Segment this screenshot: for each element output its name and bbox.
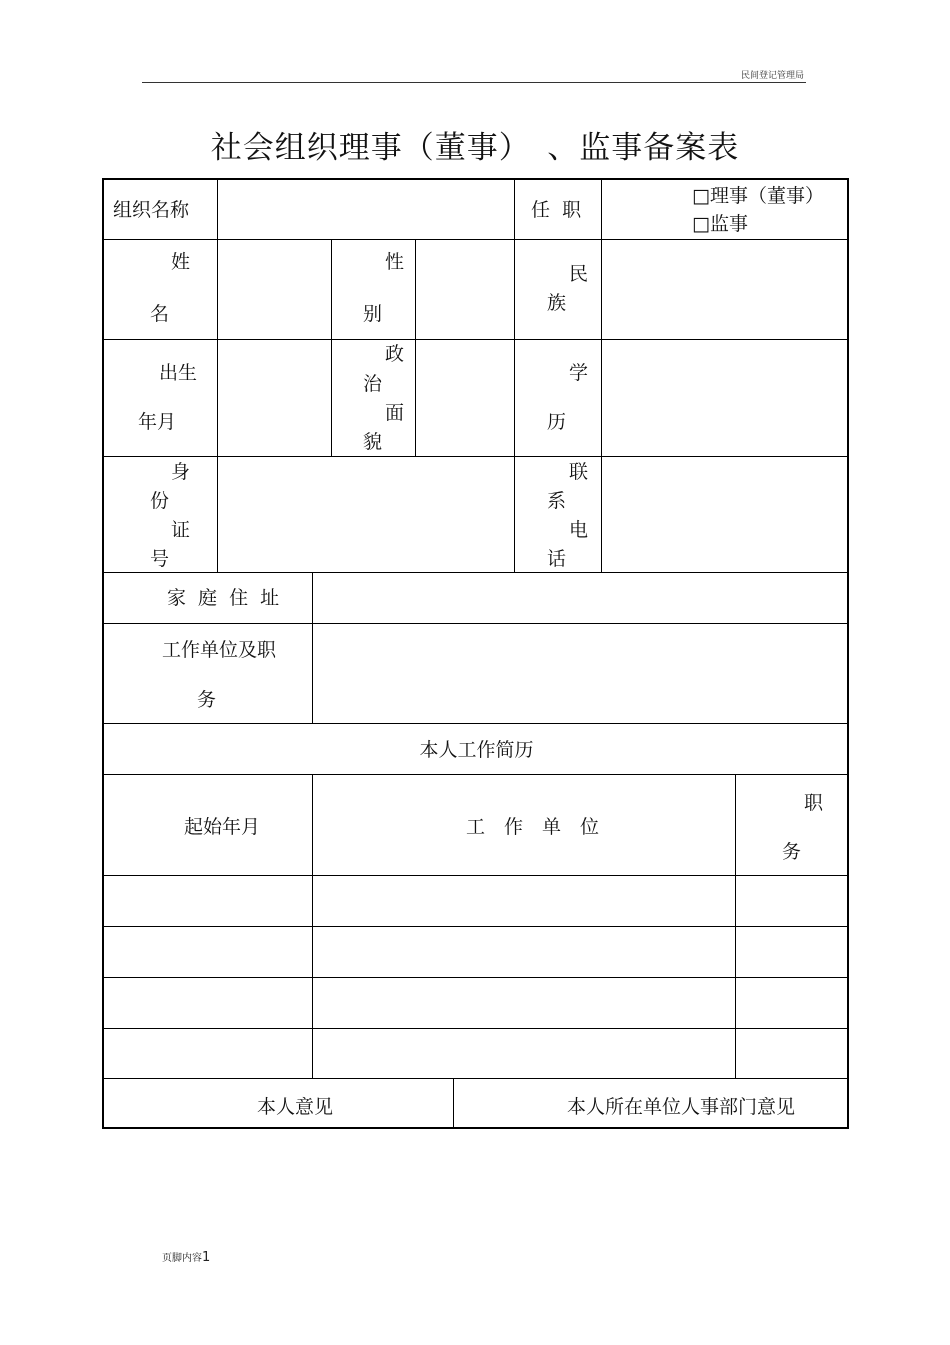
col-line — [514, 180, 515, 572]
row-line — [104, 723, 849, 724]
label-ethnicity-2: 族 — [547, 292, 567, 314]
col-line — [331, 239, 332, 456]
header-department: 民间登记管理局 — [740, 71, 804, 81]
label-phone-3: 电 — [569, 519, 589, 541]
col-header-start: 起始年月 — [184, 816, 261, 838]
label-name-1: 姓 — [171, 251, 191, 273]
row-line — [104, 875, 849, 876]
label-hr-opinion: 本人所在单位人事部门意见 — [567, 1096, 796, 1118]
row-line — [104, 239, 849, 240]
label-name-2: 名 — [150, 303, 170, 325]
label-org-name: 组织名称 — [113, 199, 190, 221]
resume-title: 本人工作简历 — [419, 739, 534, 761]
label-phone-4: 话 — [547, 548, 567, 570]
col-line — [453, 1078, 454, 1129]
col-header-duty-2: 务 — [782, 841, 802, 863]
page-number: 1 — [202, 1250, 211, 1265]
col-line — [735, 774, 736, 1078]
page-title: 社会组织理事（董事） 、监事备案表 — [210, 130, 740, 166]
label-gender-1: 性 — [385, 251, 405, 273]
row-line — [104, 456, 849, 457]
label-birth-1: 出生 — [159, 362, 198, 384]
registration-form — [102, 178, 849, 1129]
option-supervisor[interactable]: □监事 — [692, 213, 748, 235]
label-work-unit-2: 务 — [197, 689, 217, 711]
label-work-unit-1: 工作单位及职 — [162, 639, 277, 661]
label-phone-2: 系 — [547, 490, 567, 512]
label-ethnicity-1: 民 — [569, 263, 589, 285]
row-line — [104, 623, 849, 624]
label-id-4: 号 — [150, 548, 170, 570]
row-line — [104, 572, 849, 573]
col-line — [415, 239, 416, 456]
col-line — [312, 774, 313, 1078]
label-id-1: 身 — [171, 461, 191, 483]
col-header-duty-1: 职 — [804, 792, 824, 814]
col-line — [601, 180, 602, 572]
label-political-2: 治 — [363, 373, 383, 395]
label-education-1: 学 — [569, 362, 589, 384]
row-line — [104, 926, 849, 927]
label-birth-2: 年月 — [138, 411, 177, 433]
row-line — [104, 774, 849, 775]
header-rule — [142, 82, 806, 83]
label-phone-1: 联 — [569, 461, 589, 483]
label-id-2: 份 — [150, 490, 170, 512]
row-line — [104, 977, 849, 978]
label-gender-2: 别 — [363, 303, 383, 325]
col-line — [312, 572, 313, 723]
col-header-unit: 工 作 单 位 — [466, 816, 600, 838]
label-education-2: 历 — [547, 411, 567, 433]
label-home-address: 家 庭 住 址 — [167, 587, 280, 609]
label-position: 任 职 — [531, 199, 582, 221]
label-self-opinion: 本人意见 — [257, 1096, 334, 1118]
row-line — [104, 1028, 849, 1029]
label-political-3: 面 — [385, 402, 405, 424]
footer-label: 页脚内容 — [162, 1253, 202, 1264]
label-political-4: 貌 — [363, 431, 383, 453]
row-line — [104, 1078, 849, 1079]
row-line — [104, 339, 849, 340]
option-director[interactable]: □理事（董事） — [692, 185, 824, 207]
label-political-1: 政 — [385, 343, 405, 365]
page-footer — [162, 1249, 210, 1265]
label-id-3: 证 — [171, 519, 191, 541]
col-line — [217, 180, 218, 572]
